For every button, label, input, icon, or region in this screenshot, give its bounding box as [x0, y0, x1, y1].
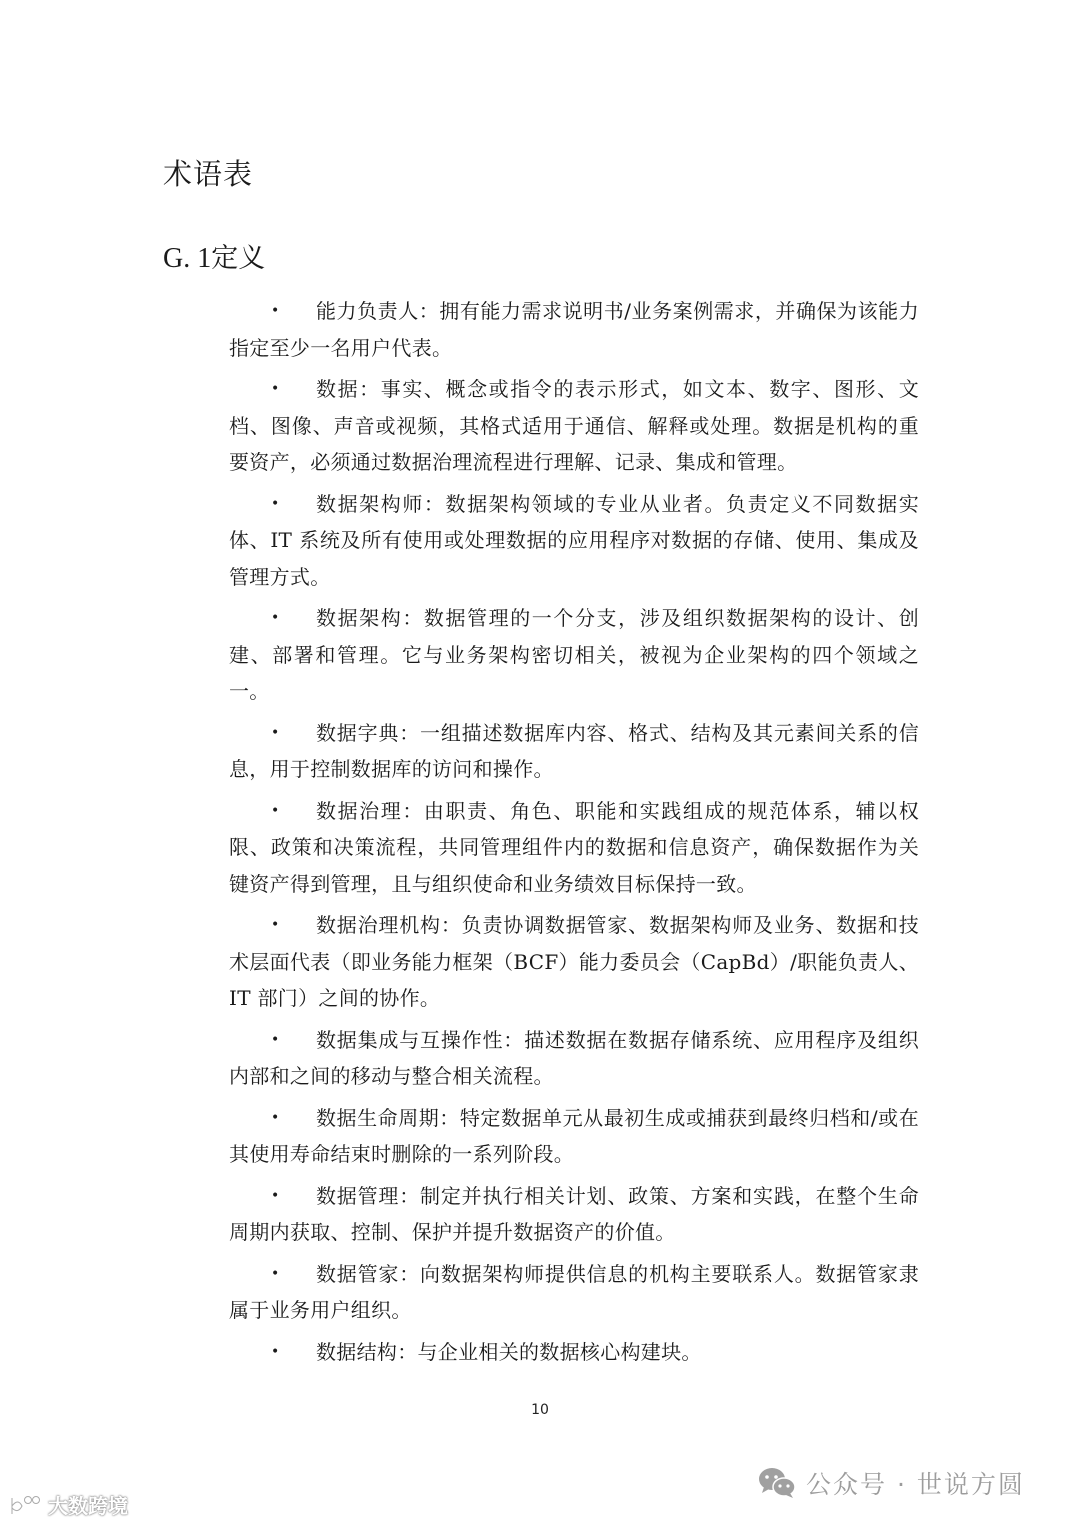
term-text: 数据：事实、概念或指令的表示形式，如文本、数字、图形、文档、图像、声音或视频，其格式适用于通信、解释或处理。数据是机构的重要资产，必须通过数据治理流程进行理解、记录、集成和管理。: [229, 377, 919, 474]
bullet-icon: •: [271, 1109, 280, 1126]
bullet-icon: •: [271, 381, 280, 397]
watermark-right-text: 公众号 · 世说方圆: [806, 1470, 1025, 1499]
watermark-left: [8, 1490, 128, 1519]
page-number: 10: [531, 1402, 549, 1418]
term-item: [229, 793, 919, 903]
term-item: [229, 715, 919, 788]
bullet-icon: •: [271, 303, 280, 319]
wechat-icon: [756, 1466, 798, 1500]
term-text: 数据管家：向数据架构师提供信息的机构主要联系人。数据管家隶属于业务用户组织。: [229, 1261, 919, 1322]
term-text: 数据架构：数据管理的一个分支，涉及组织数据架构的设计、创建、部署和管理。它与业务架构密切相关，被视为企业架构的四个领域之一。: [229, 606, 919, 703]
term-text: 数据架构师：数据架构领域的专业从业者。负责定义不同数据实体、IT 系统及所有使用或处理数据的应用程序对数据的存储、使用、集成及管理方式。: [229, 491, 919, 589]
term-text: 数据治理：由职责、角色、职能和实践组成的规范体系，辅以权限、政策和决策流程，共同管理组件内的数据和信息资产，确保数据作为关键资产得到管理，且与组织使命和业务绩效目标保持一致。: [229, 798, 919, 896]
term-item: [229, 1100, 919, 1173]
term-item: [229, 371, 919, 481]
section-heading: [163, 236, 265, 275]
term-text: 数据管理：制定并执行相关计划、政策、方案和实践，在整个生命周期内获取、控制、保护并提升数据资产的价值。: [229, 1183, 919, 1244]
term-item: [229, 1178, 919, 1251]
term-text: 数据治理机构：负责协调数据管家、数据架构师及业务、数据和技术层面代表（即业务能力框架（BCF）能力委员会（CapBd）/职能负责人、IT 部门）之间的协作。: [229, 913, 919, 1010]
term-item: [229, 1022, 919, 1095]
bullet-icon: •: [271, 917, 280, 933]
bullet-icon: •: [271, 1031, 280, 1048]
bullet-icon: •: [271, 610, 280, 626]
bullet-icon: •: [271, 1187, 280, 1204]
watermark-left-text: 大数跨境: [48, 1494, 128, 1518]
term-item: [229, 1256, 919, 1329]
term-text: 数据集成与互操作性：描述数据在数据存储系统、应用程序及组织内部和之间的移动与整合相关流程。: [229, 1027, 919, 1088]
term-text: 数据结构：与企业相关的数据核心构建块。: [316, 1339, 702, 1364]
term-item: [229, 907, 919, 1017]
page-title: 术语表: [163, 157, 254, 191]
term-text: 数据字典：一组描述数据库内容、格式、结构及其元素间关系的信息，用于控制数据库的访问和操作。: [229, 720, 919, 781]
bullet-icon: •: [271, 1265, 280, 1282]
section-title: 定义: [211, 243, 266, 274]
bullet-icon: •: [271, 495, 280, 512]
term-text: 能力负责人：拥有能力需求说明书/业务案例需求，并确保为该能力指定至少一名用户代表。: [229, 299, 919, 360]
kejing-logo-icon: [8, 1494, 42, 1516]
bullet-icon: •: [271, 802, 280, 819]
bullet-icon: •: [271, 724, 280, 741]
bullet-icon: •: [271, 1343, 280, 1360]
term-list: [229, 293, 919, 1375]
term-text: 数据生命周期：特定数据单元从最初生成或捕获到最终归档和/或在其使用寿命结束时删除的一系列阶段。: [229, 1105, 919, 1166]
term-item: [229, 600, 919, 710]
term-item: [229, 486, 919, 596]
section-number: G. 1: [163, 243, 212, 274]
term-item: [229, 293, 919, 366]
term-item: [229, 1334, 919, 1371]
watermark-right: [756, 1465, 1025, 1501]
